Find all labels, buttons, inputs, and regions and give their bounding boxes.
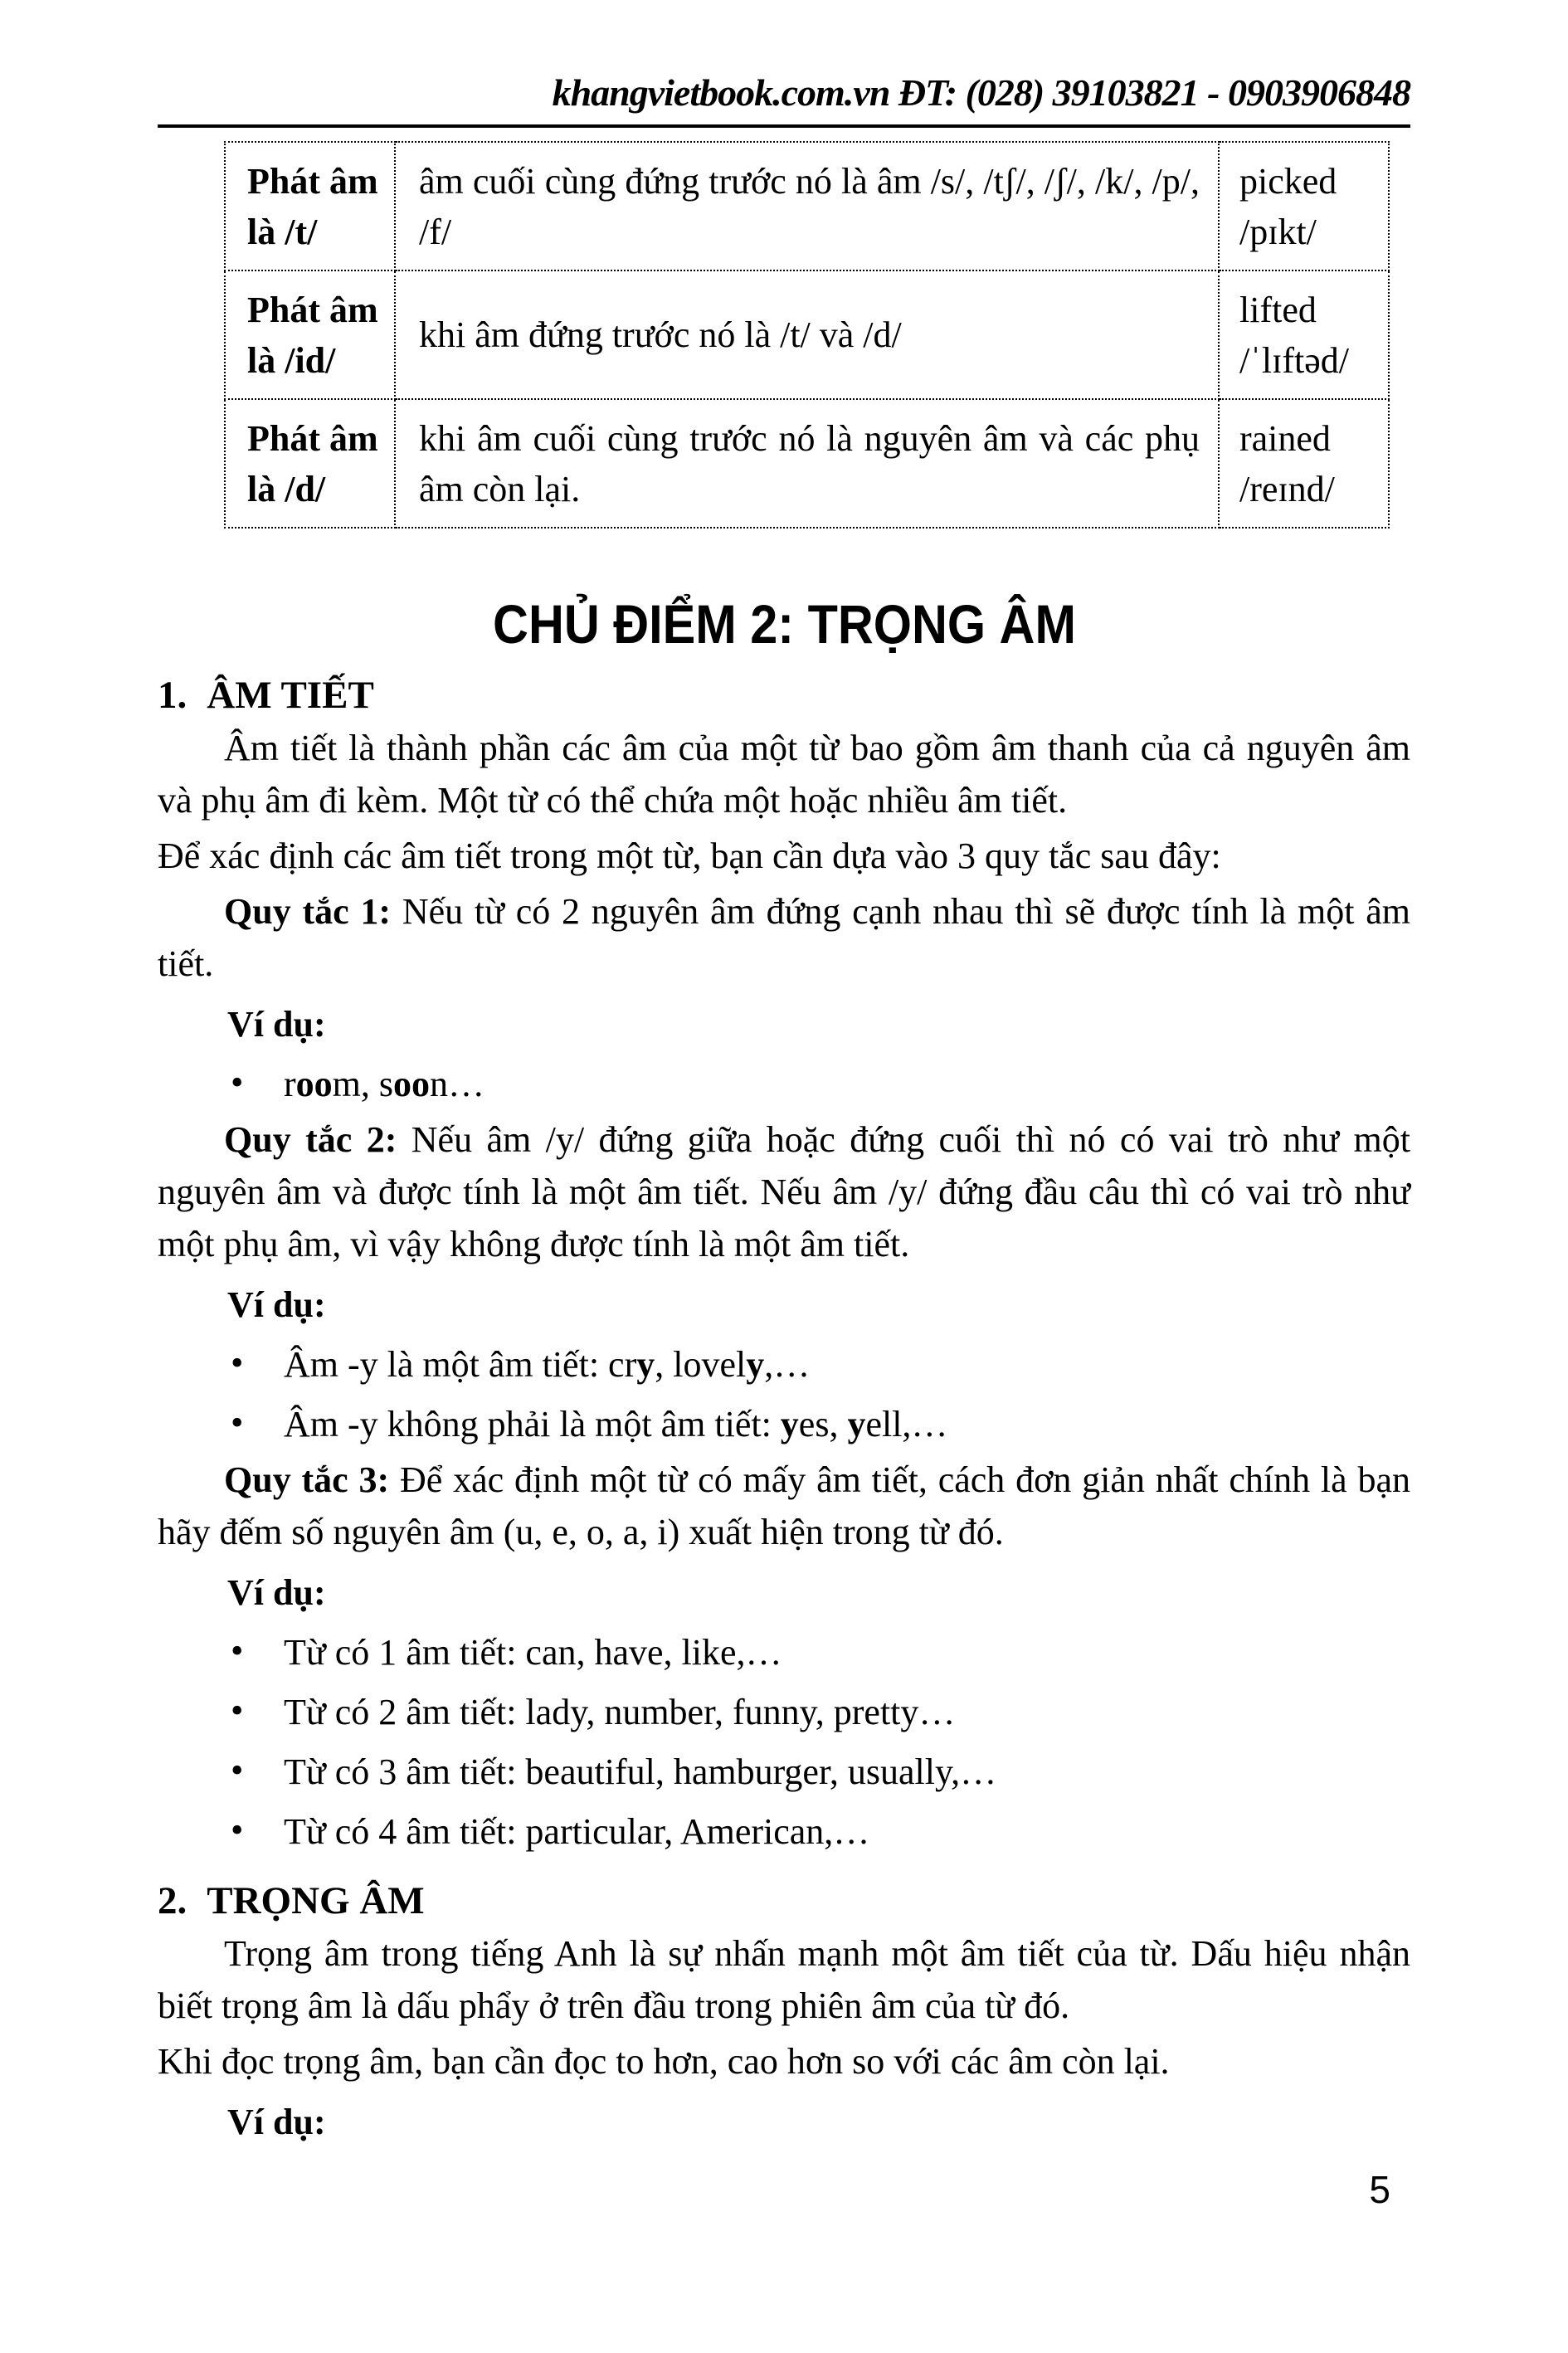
paragraph-syllable-definition: Âm tiết là thành phần các âm của một từ bao gồm âm thanh của cả nguyên âm và phụ âm đi kèm. Một từ có thể chứa một hoặc nhiều âm tiết. (158, 728, 1410, 821)
cell-example (1219, 142, 1389, 270)
list-item (158, 1338, 1410, 1391)
page-header (158, 71, 1410, 128)
pronunciation-table (224, 141, 1390, 529)
cell-rule-description: khi âm cuối cùng trước nó là nguyên âm và các phụ âm còn lại. (395, 399, 1219, 528)
cell-pronunciation-label: Phát âm là /id/ (225, 270, 395, 399)
list-item-text: Âm -y không phải là một âm tiết: yes, yell,… (284, 1404, 948, 1444)
header-website-phone: khangvietbook.com.vn ĐT: (028) 39103821 - 0903906848 (552, 71, 1410, 114)
list-item (158, 1686, 1410, 1738)
example-label: Ví dụ: (227, 1284, 326, 1325)
paragraph-stress-reading: Khi đọc trọng âm, bạn cần đọc to hơn, cao hơn so với các âm còn lại. (158, 2041, 1170, 2082)
example-ipa: /pɪkt/ (1239, 211, 1317, 252)
example-word: rained (1239, 417, 1331, 459)
list-item-text: room, soon… (284, 1064, 485, 1104)
list-item-text: Âm -y là một âm tiết: cry, lovely,… (284, 1344, 811, 1385)
paragraph-rule-1: Quy tắc 1: Nếu từ có 2 nguyên âm đứng cạnh nhau thì sẽ được tính là một âm tiết. (158, 891, 1410, 984)
list-item (158, 1805, 1410, 1858)
example-ipa: /reɪnd/ (1239, 468, 1335, 509)
example-label: Ví dụ: (227, 1572, 326, 1613)
example-label: Ví dụ: (227, 2102, 326, 2142)
bullet-icon: • (231, 1630, 244, 1671)
cell-example (1219, 399, 1389, 528)
paragraph-rule-2: Quy tắc 2: Nếu âm /y/ đứng giữa hoặc đứng cuối thì nó có vai trò như một nguyên âm và được tính là một âm tiết. Nếu âm /y/ đứng đầu câu thì có vai trò như một phụ âm, vì vậy không được tính là một âm tiết. (158, 1119, 1411, 1264)
header-divider (158, 124, 1410, 128)
paragraph-syllable-rules-intro: Để xác định các âm tiết trong một từ, bạn cần dựa vào 3 quy tắc sau đây: (158, 835, 1221, 876)
bullet-icon: • (231, 1402, 244, 1443)
list-item-text: Từ có 1 âm tiết: can, have, like,… (284, 1632, 782, 1673)
example-word: picked (1239, 160, 1337, 202)
section-title: TRỌNG ÂM (207, 1879, 425, 1922)
section-heading-am-tiet (158, 672, 1410, 719)
paragraph-rule-3: Quy tắc 3: Để xác định một từ có mấy âm tiết, cách đơn giản nhất chính là bạn hãy đếm số nguyên âm (u, e, o, a, i) xuất hiện trong từ đó. (158, 1459, 1410, 1552)
cell-example (1219, 270, 1389, 399)
chapter-title-text: CHỦ ĐIỂM 2: TRỌNG ÂM (492, 593, 1076, 655)
chapter-title (158, 593, 1410, 655)
section-heading-trong-am (158, 1878, 1410, 1924)
list-item (158, 1626, 1410, 1678)
list-item-text: Từ có 2 âm tiết: lady, number, funny, pretty… (284, 1692, 956, 1732)
bullet-icon: • (231, 1750, 244, 1790)
example-label: Ví dụ: (227, 1004, 326, 1045)
list-item-text: Từ có 4 âm tiết: particular, American,… (284, 1811, 870, 1852)
section-number: 1. (158, 674, 187, 717)
cell-rule-description: âm cuối cùng đứng trước nó là âm /s/, /tʃ/, /ʃ/, /k/, /p/, /f/ (395, 142, 1219, 270)
bullet-icon: • (231, 1810, 244, 1850)
list-item-text: Từ có 3 âm tiết: beautiful, hamburger, usually,… (284, 1751, 997, 1792)
section-title: ÂM TIẾT (207, 674, 374, 717)
page-number: 5 (1369, 2168, 1390, 2211)
bullet-icon: • (231, 1690, 244, 1731)
section-number: 2. (158, 1879, 187, 1922)
list-item (158, 1746, 1410, 1798)
cell-pronunciation-label: Phát âm là /t/ (225, 142, 395, 270)
example-ipa: /ˈlɪftəd/ (1239, 339, 1349, 381)
list-item (158, 1058, 1410, 1110)
example-word: lifted (1239, 289, 1317, 330)
bullet-icon: • (231, 1062, 244, 1103)
table-row (225, 142, 1389, 270)
bullet-icon: • (231, 1342, 244, 1383)
paragraph-stress-definition: Trọng âm trong tiếng Anh là sự nhấn mạnh một âm tiết của từ. Dấu hiệu nhận biết trọng âm là dấu phẩy ở trên đầu trong phiên âm của từ đó. (158, 1933, 1410, 2026)
table-row (225, 399, 1389, 528)
table-row (225, 270, 1389, 399)
list-item (158, 1398, 1410, 1450)
cell-pronunciation-label: Phát âm là /d/ (225, 399, 395, 528)
cell-rule-description: khi âm đứng trước nó là /t/ và /d/ (395, 270, 1219, 399)
